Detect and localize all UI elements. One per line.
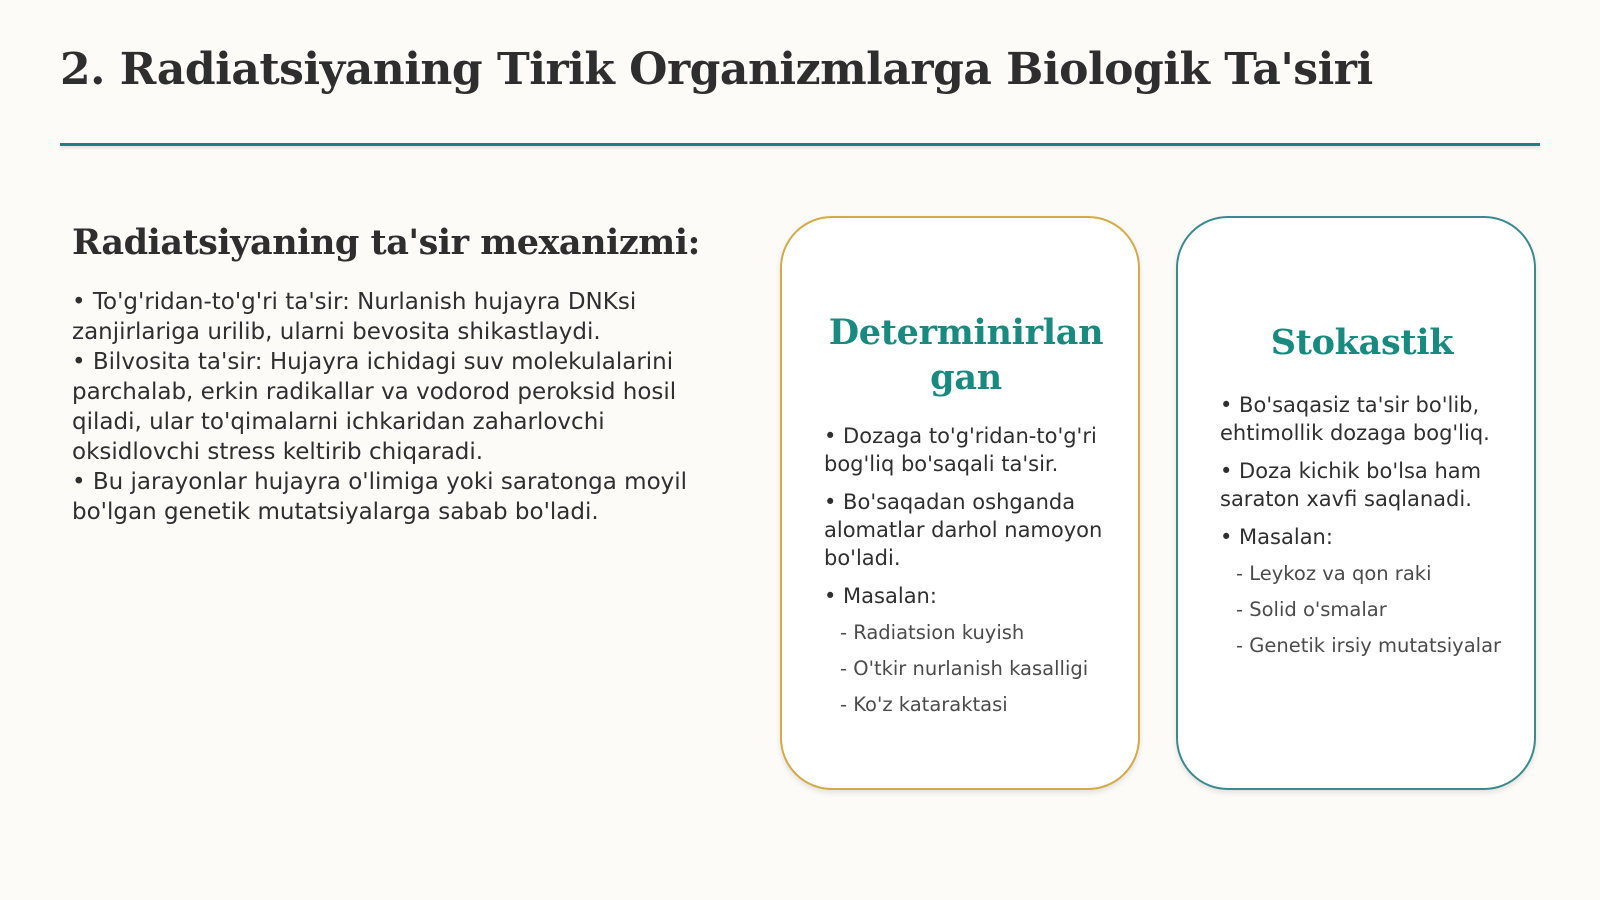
deterministic-title-line-1: Determinirlan	[828, 312, 1104, 353]
stochastic-example: - Genetik irsiy mutatsiyalar	[1236, 634, 1502, 657]
deterministic-title-line-2: gan	[930, 357, 1002, 398]
deterministic-point: • Dozaga to'g'ridan-to'g'ri bog'liq bo'saqali ta'sir.	[824, 424, 1097, 476]
stochastic-example: - Leykoz va qon raki	[1236, 562, 1432, 585]
deterministic-card	[780, 216, 1140, 790]
deterministic-example: - O'tkir nurlanish kasalligi	[840, 657, 1089, 680]
mechanism-heading: Radiatsiyaning ta'sir mexanizmi:	[72, 222, 700, 263]
mechanism-bullets	[72, 287, 712, 527]
deterministic-point: • Masalan:	[824, 584, 937, 608]
title-divider	[60, 143, 1540, 146]
stochastic-point: • Bo'saqasiz ta'sir bo'lib, ehtimollik dozaga bog'liq.	[1220, 393, 1490, 445]
bullet-indirect-effect: • Bilvosita ta'sir: Hujayra ichidagi suv molekulalarini parchalab, erkin radikallar va vodorod peroksid hosil qiladi, ular to'qimalarni ichkaridan zaharlovchi oksidlovchi stress keltirib chiqaradi.	[72, 349, 677, 465]
stochastic-card-title: Stokastik	[1270, 322, 1454, 363]
bullet-direct-effect: • To'g'ridan-to'g'ri ta'sir: Nurlanish hujayra DNKsi zanjirlariga urilib, ularni bevosita shikastlaydi.	[72, 289, 637, 345]
deterministic-example: - Ko'z kataraktasi	[840, 693, 1008, 716]
slide-title: 2. Radiatsiyaning Tirik Organizmlarga Biologik Ta'siri	[60, 44, 1373, 95]
stochastic-point: • Masalan:	[1220, 525, 1333, 549]
stochastic-card	[1176, 216, 1536, 790]
deterministic-card-title	[824, 310, 1108, 400]
stochastic-point: • Doza kichik bo'lsa ham saraton xavfi saqlanadi.	[1220, 459, 1482, 511]
stochastic-example: - Solid o'smalar	[1236, 598, 1387, 621]
deterministic-example: - Radiatsion kuyish	[840, 621, 1025, 644]
mechanism-section	[72, 222, 712, 527]
bullet-consequence: • Bu jarayonlar hujayra o'limiga yoki saratonga moyil bo'lgan genetik mutatsiyalarga sabab bo'ladi.	[72, 469, 688, 525]
deterministic-point: • Bo'saqadan oshganda alomatlar darhol namoyon bo'ladi.	[824, 490, 1103, 570]
